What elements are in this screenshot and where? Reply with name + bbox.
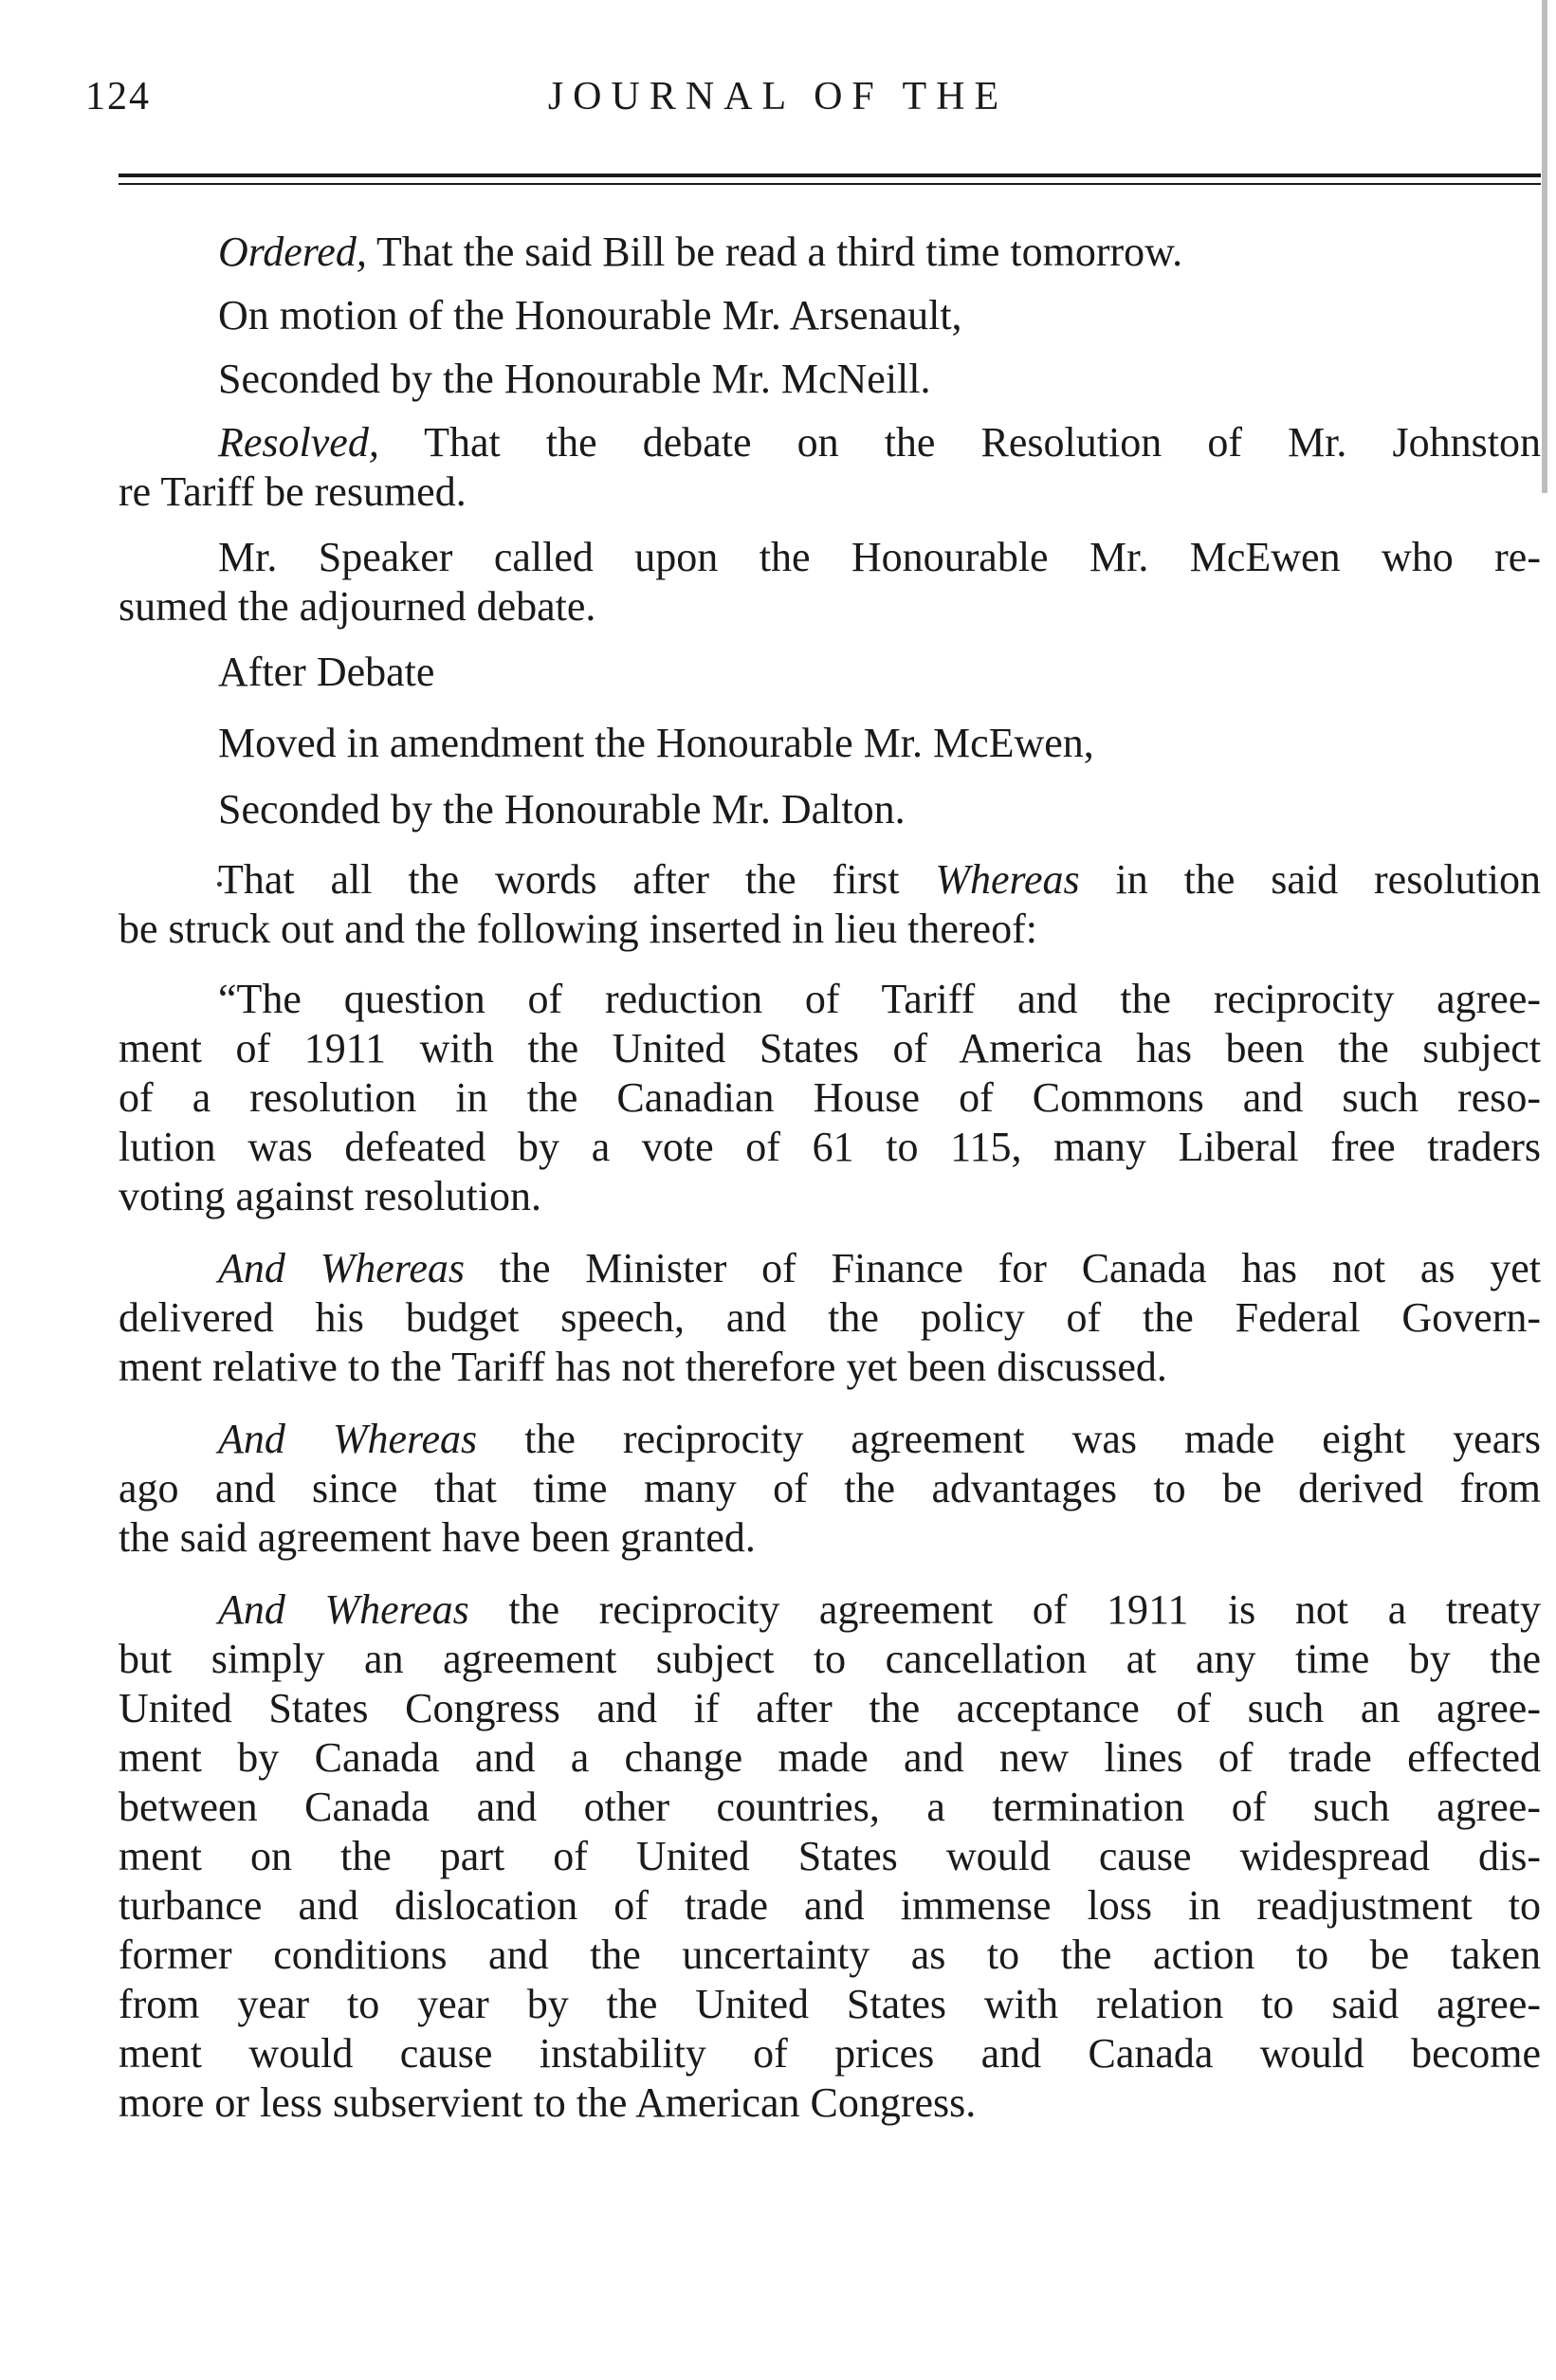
quote-p4-line: but simply an agreement subject to cancellation at any time by the	[119, 1636, 1541, 1682]
quote-p4-line: from year to year by the United States with relation to said agree-	[119, 1981, 1541, 2027]
quote-p2-line: delivered his budget speech, and the policy of the Federal Govern-	[119, 1294, 1541, 1341]
quote-p4-line: ment would cause instability of prices and Canada would become	[119, 2030, 1541, 2077]
quote-p4-line: ment by Canada and a change made and new lines of trade effected	[119, 1734, 1541, 1781]
quote-p2-line: And Whereas the Minister of Finance for Canada has not as yet	[218, 1245, 1541, 1291]
quote-p4-line: turbance and dislocation of trade and immense loss in readjustment to	[119, 1882, 1541, 1929]
and-whereas-italic: And Whereas	[218, 1586, 469, 1633]
quote-p3-line: And Whereas the reciprocity agreement was made eight years	[218, 1416, 1542, 1462]
whereas-italic: Whereas	[935, 856, 1080, 903]
moved-line: Moved in amendment the Honourable Mr. McEwen,	[218, 720, 1094, 766]
resolved-text: That the debate on the Resolution of Mr. Johnston	[378, 419, 1541, 466]
ordered-label: Ordered,	[218, 229, 367, 275]
quote-p1-line: lution was defeated by a vote of 61 to 115, many Liberal free traders	[119, 1124, 1541, 1170]
ordered-line	[218, 228, 1182, 277]
quote-p1-line: “The question of reduction of Tariff and the reciprocity agree-	[218, 976, 1541, 1022]
quote-p1-line: ment of 1911 with the United States of America has been the subject	[119, 1025, 1541, 1071]
speaker-line-2: sumed the adjourned debate.	[119, 583, 596, 630]
motion-line: On motion of the Honourable Mr. Arsenault,	[218, 292, 962, 339]
quote-p1-line: of a resolution in the Canadian House of Commons and such reso-	[119, 1074, 1541, 1121]
resolved-line-2: re Tariff be resumed.	[119, 468, 467, 515]
resolved-label: Resolved,	[218, 419, 379, 466]
quote-p2-line: ment relative to the Tariff has not therefore yet been discussed.	[119, 1344, 1167, 1390]
quote-p4-line: between Canada and other countries, a termination of such agree-	[119, 1784, 1541, 1830]
quote-p1-line: voting against resolution.	[119, 1173, 542, 1219]
that-line-1: That all the words after the first Whereas in the said resolution	[218, 856, 1541, 903]
header-rule-thick	[119, 174, 1541, 177]
quote-p4-line: ment on the part of United States would cause widespread dis-	[119, 1833, 1541, 1879]
quote-p4-line: former conditions and the uncertainty as to the action to be taken	[119, 1931, 1541, 1978]
quote-p4-line: And Whereas the reciprocity agreement of 1911 is not a treaty	[218, 1586, 1542, 1633]
header-rule-thin	[119, 183, 1541, 185]
and-whereas-italic: And Whereas	[218, 1245, 465, 1291]
quote-p3-line: the said agreement have been granted.	[119, 1514, 756, 1561]
page-edge-shadow	[1542, 0, 1547, 493]
quote-p4-line: more or less subservient to the American Congress.	[119, 2079, 977, 2126]
speaker-line-1: Mr. Speaker called upon the Honourable Mr. McEwen who re-	[218, 534, 1541, 580]
running-title: JOURNAL OF THE	[547, 75, 1009, 119]
after-debate-line: After Debate	[218, 649, 435, 695]
ordered-text: That the said Bill be read a third time tomorrow.	[366, 229, 1183, 275]
and-whereas-italic: And Whereas	[218, 1416, 478, 1462]
page-header	[0, 0, 1556, 180]
that-line-2: be struck out and the following inserted in lieu thereof:	[119, 906, 1037, 952]
quote-p3-line: ago and since that time many of the advantages to be derived from	[119, 1465, 1541, 1511]
page-number: 124	[85, 75, 151, 119]
seconded-line-1: Seconded by the Honourable Mr. McNeill.	[218, 356, 931, 402]
resolved-line-1	[218, 418, 1541, 467]
quote-p4-line: United States Congress and if after the acceptance of such an agree-	[119, 1685, 1541, 1731]
seconded-line-2: Seconded by the Honourable Mr. Dalton.	[218, 786, 906, 833]
